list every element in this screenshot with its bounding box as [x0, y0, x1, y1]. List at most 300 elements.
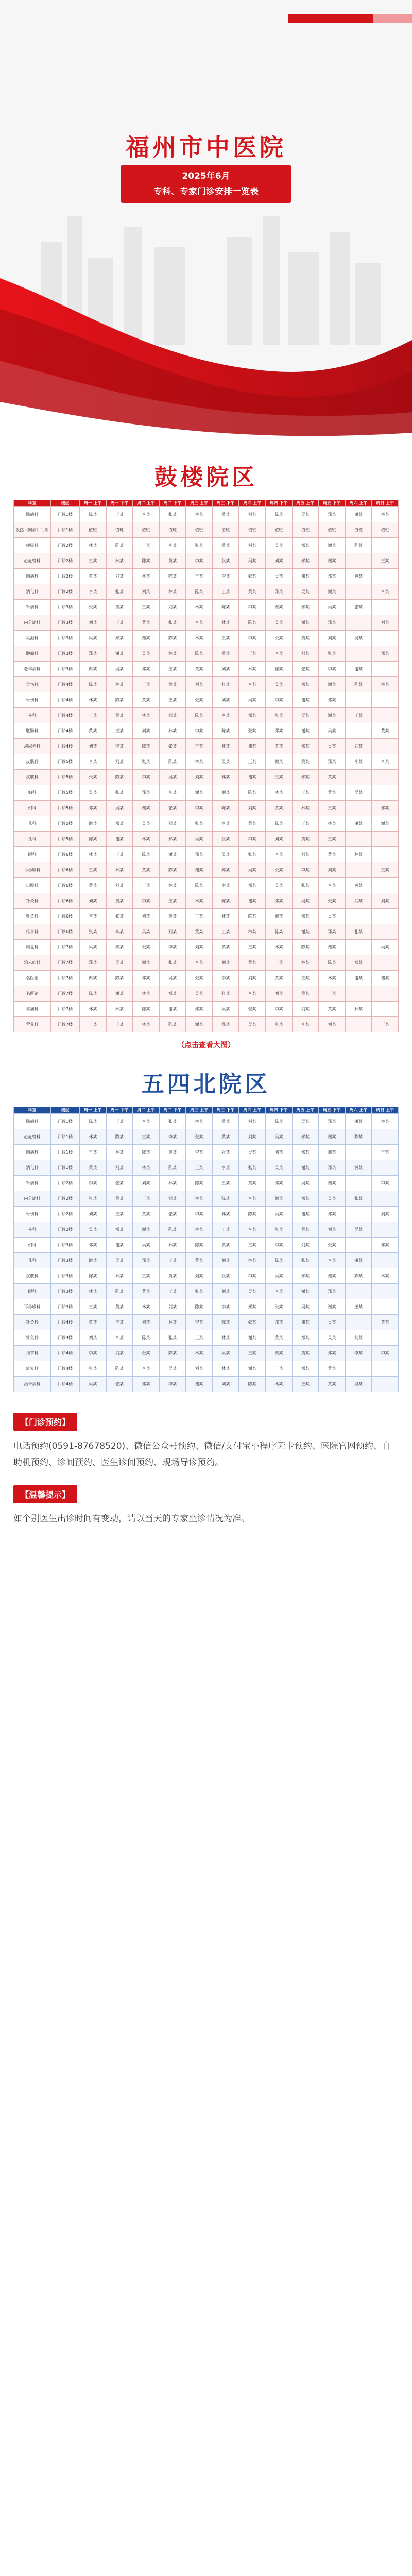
- doctor-cell: 李某: [319, 1253, 346, 1268]
- doctor-cell: 陈某: [212, 723, 239, 739]
- doctor-cell: 李某: [212, 1299, 239, 1315]
- doctor-cell: 王某: [212, 631, 239, 646]
- doctor-cell: 刘某: [212, 955, 239, 971]
- doctor-cell: 刘某: [80, 739, 107, 754]
- column-header: 周六 上午: [345, 500, 372, 507]
- doctor-cell: 刘某: [133, 723, 160, 739]
- doctor-cell: 黄某: [319, 770, 346, 785]
- doctor-cell: 郑某: [319, 692, 346, 708]
- department-cell: 治未病科: [14, 955, 51, 971]
- doctor-cell: 刘某: [133, 909, 160, 924]
- doctor-cell: 值班: [133, 522, 160, 538]
- doctor-cell: 刘某: [212, 662, 239, 677]
- doctor-cell: 郑某: [212, 862, 239, 878]
- doctor-cell: 陈某: [186, 708, 213, 723]
- doctor-cell: 吴某: [319, 739, 346, 754]
- doctor-cell: 刘某: [266, 553, 293, 569]
- doctor-cell: 吴某: [239, 1017, 266, 1032]
- doctor-cell: 吴某: [319, 1191, 346, 1207]
- doctor-cell: 谢某: [80, 971, 107, 986]
- floor-cell: 门诊4楼: [51, 692, 80, 708]
- doctor-cell: 谢某: [372, 816, 399, 832]
- floor-cell: 门诊3楼: [51, 631, 80, 646]
- doctor-cell: 吴某: [319, 1330, 346, 1346]
- doctor-cell: 张某: [292, 878, 319, 893]
- doctor-cell: 黄某: [266, 971, 293, 986]
- doctor-cell: 值班: [186, 522, 213, 538]
- doctor-cell: 王某: [159, 692, 186, 708]
- doctor-cell: 刘某: [319, 1017, 346, 1032]
- doctor-cell: 郑某: [319, 1346, 346, 1361]
- doctor-cell: 黄某: [159, 909, 186, 924]
- doctor-cell: 郑某: [292, 553, 319, 569]
- doctor-cell: 陈某: [159, 569, 186, 584]
- doctor-cell: 林某: [212, 615, 239, 631]
- doctor-cell: 郑某: [292, 1145, 319, 1160]
- doctor-cell: 黄某: [319, 1002, 346, 1017]
- doctor-cell: 李某: [186, 723, 213, 739]
- doctor-cell: 李某: [106, 739, 133, 754]
- doctor-cell: 李某: [212, 708, 239, 723]
- doctor-cell: 王某: [292, 785, 319, 801]
- doctor-cell: 吴某: [372, 940, 399, 955]
- doctor-cell: 王某: [239, 646, 266, 662]
- doctor-cell: 林某: [133, 1299, 160, 1315]
- doctor-cell: 谢某: [292, 924, 319, 940]
- doctor-cell: 郑某: [106, 816, 133, 832]
- doctor-cell: 值班: [372, 522, 399, 538]
- department-cell: 消化科: [14, 584, 51, 600]
- doctor-cell: 郑某: [319, 507, 346, 522]
- doctor-cell: 张某: [80, 924, 107, 940]
- doctor-cell: 谢某: [133, 955, 160, 971]
- doctor-cell: 谢某: [372, 971, 399, 986]
- doctor-cell: 王某: [133, 878, 160, 893]
- department-cell: 风湿科: [14, 631, 51, 646]
- doctor-cell: 张某: [345, 600, 372, 615]
- doctor-cell: 刘某: [159, 1299, 186, 1315]
- department-cell: 皮肤科: [14, 770, 51, 785]
- doctor-cell: 林某: [133, 832, 160, 847]
- doctor-cell: [372, 1191, 399, 1207]
- table-row: [14, 1253, 399, 1268]
- column-header: 周一 下午: [106, 500, 133, 507]
- doctor-cell: 陈某: [186, 584, 213, 600]
- subtitle-desc: 专科、专家门诊安排一览表: [153, 187, 259, 197]
- doctor-cell: 黄某: [133, 1284, 160, 1299]
- doctor-cell: 李某: [159, 940, 186, 955]
- doctor-cell: 张某: [159, 1207, 186, 1222]
- table-row: [14, 692, 399, 708]
- doctor-cell: 刘某: [80, 615, 107, 631]
- doctor-cell: 黄某: [345, 878, 372, 893]
- floor-cell: 门诊5楼: [51, 770, 80, 785]
- doctor-cell: 郑某: [133, 1377, 160, 1392]
- doctor-cell: 黄某: [266, 739, 293, 754]
- floor-cell: 门诊1楼: [51, 1114, 80, 1129]
- column-header: 周五 上午: [292, 1107, 319, 1114]
- doctor-cell: 李某: [159, 1377, 186, 1392]
- doctor-cell: 陈某: [159, 1346, 186, 1361]
- table-row: [14, 971, 399, 986]
- table-row: [14, 1129, 399, 1145]
- doctor-cell: 李某: [372, 1176, 399, 1191]
- doctor-cell: 李某: [212, 971, 239, 986]
- doctor-cell: 林某: [212, 1361, 239, 1377]
- doctor-cell: 郑某: [80, 955, 107, 971]
- doctor-cell: 谢某: [292, 569, 319, 584]
- doctor-cell: 李某: [239, 1222, 266, 1238]
- doctor-cell: 郑某: [266, 584, 293, 600]
- table-row: [14, 801, 399, 816]
- floor-cell: 门诊3楼: [51, 646, 80, 662]
- doctor-cell: [372, 770, 399, 785]
- doctor-cell: 谢某: [80, 816, 107, 832]
- column-header: 周三 下午: [212, 1107, 239, 1114]
- doctor-cell: 林某: [159, 723, 186, 739]
- doctor-cell: 林某: [186, 507, 213, 522]
- doctor-cell: 李某: [80, 754, 107, 770]
- department-cell: 针灸科: [14, 1315, 51, 1330]
- doctor-cell: 郑某: [292, 600, 319, 615]
- doctor-cell: 郑某: [319, 615, 346, 631]
- doctor-cell: 刘某: [186, 940, 213, 955]
- doctor-cell: 黄某: [319, 1377, 346, 1392]
- doctor-cell: 黄某: [239, 584, 266, 600]
- doctor-cell: 陈某: [239, 909, 266, 924]
- doctor-cell: 郑某: [292, 677, 319, 692]
- doctor-cell: [372, 1361, 399, 1377]
- department-cell: 眼科: [14, 1284, 51, 1299]
- doctor-cell: 吴某: [266, 878, 293, 893]
- doctor-cell: 刘某: [186, 677, 213, 692]
- doctor-cell: 谢某: [345, 1253, 372, 1268]
- floor-cell: 门诊7楼: [51, 986, 80, 1002]
- floor-cell: 门诊6楼: [51, 909, 80, 924]
- doctor-cell: 王某: [80, 1145, 107, 1160]
- doctor-cell: 谢某: [319, 708, 346, 723]
- doctor-cell: 谢某: [345, 1114, 372, 1129]
- doctor-cell: 陈某: [159, 862, 186, 878]
- doctor-cell: 陈某: [186, 1238, 213, 1253]
- doctor-cell: 王某: [212, 1176, 239, 1191]
- doctor-cell: [345, 553, 372, 569]
- doctor-cell: 张某: [159, 1330, 186, 1346]
- doctor-cell: 李某: [266, 692, 293, 708]
- doctor-cell: 吴某: [239, 1145, 266, 1160]
- table-row: [14, 1238, 399, 1253]
- department-cell: 针灸科: [14, 1330, 51, 1346]
- department-cell: 内分泌科: [14, 615, 51, 631]
- doctor-cell: [345, 1145, 372, 1160]
- doctor-cell: 谢某: [319, 940, 346, 955]
- table-row: [14, 1191, 399, 1207]
- doctor-cell: 刘某: [186, 1268, 213, 1284]
- floor-cell: 门诊2楼: [51, 538, 80, 553]
- department-cell: 康复科: [14, 1361, 51, 1377]
- doctor-cell: 谢某: [319, 677, 346, 692]
- doctor-cell: 李某: [292, 1017, 319, 1032]
- doctor-cell: 吴某: [133, 924, 160, 940]
- department-cell: 儿科: [14, 816, 51, 832]
- department-cell: 推拿科: [14, 924, 51, 940]
- floor-cell: 门诊1楼: [51, 1145, 80, 1160]
- doctor-cell: 李某: [159, 538, 186, 553]
- doctor-cell: 谢某: [292, 1207, 319, 1222]
- doctor-cell: 黄某: [292, 754, 319, 770]
- doctor-cell: [372, 692, 399, 708]
- doctor-cell: 谢某: [319, 584, 346, 600]
- doctor-cell: 谢某: [345, 816, 372, 832]
- doctor-cell: 林某: [266, 940, 293, 955]
- doctor-cell: 王某: [106, 847, 133, 862]
- doctor-cell: 陈某: [266, 507, 293, 522]
- doctor-cell: 陈某: [106, 770, 133, 785]
- doctor-cell: 谢某: [266, 1191, 293, 1207]
- doctor-cell: 郑某: [133, 662, 160, 677]
- doctor-cell: 林某: [292, 801, 319, 816]
- floor-cell: 门诊2楼: [51, 1207, 80, 1222]
- doctor-cell: 陈某: [212, 1315, 239, 1330]
- doctor-cell: 吴某: [345, 631, 372, 646]
- doctor-cell: 黄某: [159, 1268, 186, 1284]
- appointment-info: [13, 1413, 399, 1527]
- doctor-cell: 刘某: [133, 1315, 160, 1330]
- doctor-cell: 谢某: [186, 785, 213, 801]
- doctor-cell: 张某: [212, 1268, 239, 1284]
- doctor-cell: 陈某: [319, 955, 346, 971]
- doctor-cell: 郑某: [372, 801, 399, 816]
- doctor-cell: [345, 615, 372, 631]
- doctor-cell: 张某: [266, 1299, 293, 1315]
- doctor-cell: 吴某: [212, 847, 239, 862]
- doctor-cell: 黄某: [372, 1315, 399, 1330]
- doctor-cell: 黄某: [186, 924, 213, 940]
- doctor-cell: 刘某: [319, 631, 346, 646]
- doctor-cell: 郑某: [319, 1284, 346, 1299]
- department-cell: 名医馆: [14, 971, 51, 986]
- doctor-cell: 谢某: [319, 538, 346, 553]
- doctor-cell: 王某: [186, 909, 213, 924]
- doctor-cell: 李某: [266, 1238, 293, 1253]
- doctor-cell: 王某: [239, 940, 266, 955]
- doctor-cell: 吴某: [292, 708, 319, 723]
- floor-cell: 门诊3楼: [51, 662, 80, 677]
- doctor-cell: 张某: [292, 662, 319, 677]
- table-row: [14, 522, 399, 538]
- doctor-cell: 刘某: [212, 1284, 239, 1299]
- doctor-cell: 吴某: [212, 754, 239, 770]
- department-cell: 营养科: [14, 1017, 51, 1032]
- doctor-cell: [345, 1238, 372, 1253]
- doctor-cell: 陈某: [106, 538, 133, 553]
- doctor-cell: 陈某: [159, 1222, 186, 1238]
- doctor-cell: 值班: [239, 522, 266, 538]
- doctor-cell: 李某: [186, 1145, 213, 1160]
- department-cell: 消化科: [14, 1160, 51, 1176]
- doctor-cell: 陈某: [133, 553, 160, 569]
- doctor-cell: 陈某: [80, 1268, 107, 1284]
- doctor-cell: 张某: [212, 832, 239, 847]
- doctor-cell: 陈某: [133, 1002, 160, 1017]
- floor-cell: 门诊2楼: [51, 569, 80, 584]
- doctor-cell: 陈某: [266, 924, 293, 940]
- doctor-cell: 张某: [239, 847, 266, 862]
- doctor-cell: 刘某: [80, 1207, 107, 1222]
- doctor-cell: 陈某: [266, 1253, 293, 1268]
- doctor-cell: 黄某: [80, 723, 107, 739]
- doctor-cell: 黄某: [133, 692, 160, 708]
- floor-cell: 门诊4楼: [51, 1377, 80, 1392]
- doctor-cell: 值班: [292, 522, 319, 538]
- doctor-cell: 陈某: [159, 631, 186, 646]
- doctor-cell: 李某: [186, 1207, 213, 1222]
- department-cell: 妇科: [14, 785, 51, 801]
- doctor-cell: 林某: [80, 1129, 107, 1145]
- doctor-cell: 谢某: [319, 553, 346, 569]
- gulou-section-title: 鼓楼院区: [154, 464, 258, 490]
- doctor-cell: 刘某: [186, 770, 213, 785]
- doctor-cell: 陈某: [133, 1330, 160, 1346]
- doctor-cell: 郑某: [133, 971, 160, 986]
- doctor-cell: 吴某: [159, 971, 186, 986]
- floor-cell: 门诊7楼: [51, 955, 80, 971]
- column-header: 楼层: [51, 1107, 80, 1114]
- doctor-cell: 王某: [266, 955, 293, 971]
- doctor-cell: [372, 1253, 399, 1268]
- subtitle-month: 2025年6月: [182, 171, 230, 181]
- doctor-cell: 黄某: [212, 507, 239, 522]
- column-header: 科室: [14, 500, 51, 507]
- doctor-cell: 谢某: [133, 801, 160, 816]
- doctor-cell: 值班: [106, 522, 133, 538]
- floor-cell: 门诊3楼: [51, 1299, 80, 1315]
- doctor-cell: 黄某: [239, 1176, 266, 1191]
- column-header: 周三 上午: [186, 1107, 213, 1114]
- doctor-cell: 陈某: [345, 677, 372, 692]
- doctor-cell: 李某: [266, 1284, 293, 1299]
- doctor-cell: 谢某: [266, 1346, 293, 1361]
- doctor-cell: 刘某: [212, 1377, 239, 1392]
- floor-cell: 门诊3楼: [51, 1238, 80, 1253]
- gulou-schedule-table: [13, 500, 399, 1032]
- doctor-cell: 吴某: [80, 631, 107, 646]
- doctor-cell: 郑某: [292, 909, 319, 924]
- doctor-cell: 林某: [292, 955, 319, 971]
- doctor-cell: 张某: [239, 1160, 266, 1176]
- doctor-cell: 李某: [372, 1346, 399, 1361]
- doctor-cell: 刘某: [372, 615, 399, 631]
- doctor-cell: 陈某: [345, 538, 372, 553]
- table-row: [14, 538, 399, 553]
- doctor-cell: 刘某: [212, 692, 239, 708]
- doctor-cell: 郑某: [133, 1253, 160, 1268]
- doctor-cell: 林某: [239, 1253, 266, 1268]
- doctor-cell: 王某: [212, 924, 239, 940]
- doctor-cell: 林某: [106, 553, 133, 569]
- doctor-cell: [372, 1160, 399, 1176]
- doctor-cell: 刘某: [106, 1160, 133, 1176]
- table-row: [14, 1114, 399, 1129]
- doctor-cell: 黄某: [186, 1253, 213, 1268]
- doctor-cell: 王某: [372, 553, 399, 569]
- floor-cell: 门诊7楼: [51, 1002, 80, 1017]
- doctor-cell: 张某: [186, 692, 213, 708]
- doctor-cell: 张某: [266, 1222, 293, 1238]
- doctor-cell: 林某: [80, 847, 107, 862]
- doctor-cell: 王某: [133, 677, 160, 692]
- doctor-cell: 谢某: [345, 507, 372, 522]
- gulou-schedule[interactable]: [13, 500, 399, 1032]
- table-row: [14, 909, 399, 924]
- doctor-cell: [345, 986, 372, 1002]
- doctor-cell: 张某: [133, 1346, 160, 1361]
- table-row: [14, 600, 399, 615]
- table-row: [14, 1268, 399, 1284]
- doctor-cell: 王某: [159, 662, 186, 677]
- doctor-cell: 黄某: [106, 708, 133, 723]
- doctor-cell: 张某: [266, 1017, 293, 1032]
- zoom-link[interactable]: （点击查看大图）: [177, 1041, 235, 1049]
- doctor-cell: [372, 924, 399, 940]
- department-cell: 外科: [14, 1222, 51, 1238]
- doctor-cell: 李某: [239, 1268, 266, 1284]
- doctor-cell: 黄某: [133, 862, 160, 878]
- column-header: 周六 上午: [345, 1107, 372, 1114]
- doctor-cell: 林某: [106, 1145, 133, 1160]
- column-header: 周二 下午: [159, 1107, 186, 1114]
- floor-cell: 门诊5楼: [51, 785, 80, 801]
- doctor-cell: 张某: [159, 1114, 186, 1129]
- doctor-cell: 张某: [186, 538, 213, 553]
- doctor-cell: 陈某: [80, 1114, 107, 1129]
- doctor-cell: [372, 832, 399, 847]
- wusibei-schedule[interactable]: [13, 1107, 399, 1392]
- doctor-cell: 林某: [159, 1238, 186, 1253]
- doctor-cell: 林某: [266, 785, 293, 801]
- doctor-cell: 张某: [133, 940, 160, 955]
- doctor-cell: 值班: [266, 522, 293, 538]
- department-cell: 肺病科: [14, 507, 51, 522]
- doctor-cell: 刘某: [106, 878, 133, 893]
- doctor-cell: 黄某: [319, 1361, 346, 1377]
- doctor-cell: 郑某: [266, 1176, 293, 1191]
- department-cell: 肛肠科: [14, 723, 51, 739]
- doctor-cell: [372, 600, 399, 615]
- doctor-cell: 刘某: [159, 708, 186, 723]
- doctor-cell: 林某: [239, 924, 266, 940]
- floor-cell: 门诊2楼: [51, 553, 80, 569]
- doctor-cell: 郑某: [292, 538, 319, 553]
- column-header: 周四 下午: [266, 1107, 293, 1114]
- doctor-cell: 谢某: [106, 986, 133, 1002]
- doctor-cell: 陈某: [106, 1361, 133, 1377]
- doctor-cell: 吴某: [212, 1002, 239, 1017]
- doctor-cell: 郑某: [186, 847, 213, 862]
- doctor-cell: 谢某: [319, 1268, 346, 1284]
- doctor-cell: 吴某: [186, 986, 213, 1002]
- doctor-cell: 吴某: [159, 1361, 186, 1377]
- department-cell: 外科: [14, 708, 51, 723]
- floor-cell: 门诊3楼: [51, 1284, 80, 1299]
- table-row: [14, 862, 399, 878]
- doctor-cell: 吴某: [319, 909, 346, 924]
- table-row: [14, 1002, 399, 1017]
- doctor-cell: 刘某: [159, 600, 186, 615]
- doctor-cell: 刘某: [133, 1176, 160, 1191]
- doctor-cell: 黄某: [292, 1346, 319, 1361]
- department-cell: 针灸科: [14, 909, 51, 924]
